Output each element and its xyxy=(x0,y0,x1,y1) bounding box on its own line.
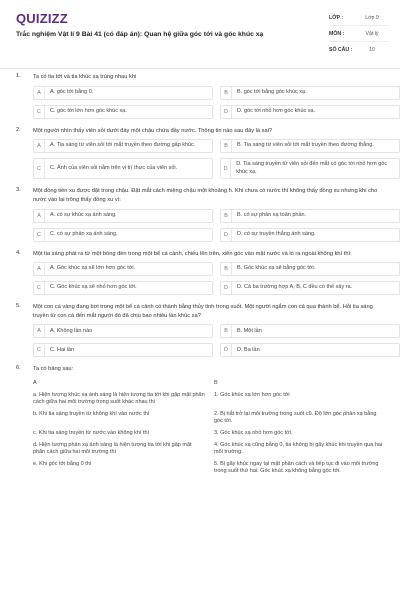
meta-question-count xyxy=(329,42,389,57)
meta-label: LỚP : xyxy=(329,14,344,21)
cell-a: b. Khi tia sáng truyền từ không khí vào nước thì xyxy=(33,410,150,417)
option-a[interactable] xyxy=(33,324,213,338)
option-letter: A xyxy=(34,263,45,275)
meta-label: SỐ CÂU : xyxy=(329,46,353,53)
meta-value: 10 xyxy=(369,46,375,53)
meta-value: Lớp 9 xyxy=(365,14,379,21)
question-4 xyxy=(0,250,400,296)
table-header-row xyxy=(33,380,386,388)
option-letter: B xyxy=(221,263,232,275)
option-letter: B xyxy=(221,210,232,222)
option-text: D. Tia sáng truyền từ viên sỏi đến mắt có góc tới nhỏ hơn góc khúc xạ. xyxy=(236,161,388,175)
option-letter: A xyxy=(34,210,45,222)
meta-class xyxy=(329,10,389,26)
question-text: Ta có tia tới và tia khúc xạ trùng nhau khi xyxy=(33,74,137,80)
option-text: B. Góc khúc xạ sẽ bằng góc tới. xyxy=(237,265,316,272)
option-text: C. góc tới lớn hơn góc khúc xạ. xyxy=(50,107,127,114)
option-c[interactable] xyxy=(33,281,213,295)
option-letter: A xyxy=(34,325,45,337)
option-text: A. góc tới bằng 0. xyxy=(50,88,94,95)
option-a[interactable] xyxy=(33,139,213,153)
option-d[interactable] xyxy=(220,158,400,179)
option-text: C. có sự phản xạ ánh sáng. xyxy=(50,230,118,237)
quizizz-logo[interactable]: QUIZIZZ xyxy=(16,11,68,26)
worksheet-header xyxy=(0,0,400,69)
option-letter: A xyxy=(34,140,45,152)
cell-b: 5. Bị gãy khúc ngay tại mặt phân cách và tiếp tục đi vào môi trường trong suốt thứ hai. Góc khúc xạ không bằng góc tới. xyxy=(214,460,379,475)
column-b-header: B xyxy=(214,379,218,386)
option-text: A. Góc khúc xạ sẽ lớn hơn góc tới. xyxy=(50,265,136,272)
cell-a: e. Khi góc tới bằng 0 thì xyxy=(33,460,92,467)
option-text: C. Ảnh của viên sỏi nằm trên vị trí thực của viên sỏi. xyxy=(50,164,178,171)
table-row xyxy=(33,430,386,438)
column-a-header: A xyxy=(33,379,37,386)
cell-a: c. Khi tia sáng truyền từ nước vào không khí thì xyxy=(33,429,150,436)
option-letter: A xyxy=(34,87,45,99)
cell-a: d. Hiện tượng phản xạ ánh sáng là hiện tượng tia tới khi gặp mặt phân cách giữa hai môi trường thì xyxy=(33,441,192,456)
option-b[interactable] xyxy=(220,324,400,338)
question-number: 2. xyxy=(16,126,21,133)
option-letter: C xyxy=(34,229,45,241)
option-b[interactable] xyxy=(220,262,400,276)
option-c[interactable] xyxy=(33,105,213,119)
worksheet-meta xyxy=(329,10,389,57)
option-letter: C xyxy=(34,344,45,356)
question-text: Một người nhìn thấy viên sỏi dưới đáy một chậu chứa đầy nước. Thông tin nào sau đây là sai? xyxy=(33,127,273,134)
option-b[interactable] xyxy=(220,86,400,100)
option-letter: C xyxy=(34,106,45,118)
option-c[interactable] xyxy=(33,343,213,357)
table-row xyxy=(33,461,386,476)
question-text: Một tia sáng phát ra từ một bóng đèn trong một bể cá cảnh, chiếu lên trên, xiên góc vào mặt nước và ló ra ngoài không khí thì: xyxy=(33,250,352,257)
option-c[interactable] xyxy=(33,228,213,242)
cell-b: 3. Góc khúc xạ nhỏ hơn góc tới. xyxy=(214,429,293,436)
option-c[interactable] xyxy=(33,158,213,179)
question-6 xyxy=(0,365,400,476)
cell-a: a. Hiện tượng khúc xạ ánh sáng là hiện tượng tia tới khi gặp mặt phân cách giữa hai môi trường trong suốt khác nhau thì xyxy=(33,391,205,406)
question-5 xyxy=(0,303,400,357)
option-b[interactable] xyxy=(220,209,400,223)
answer-options xyxy=(33,262,386,295)
option-b[interactable] xyxy=(220,139,400,153)
question-number: 4. xyxy=(16,249,21,256)
option-letter: D xyxy=(221,344,232,356)
option-letter: B xyxy=(221,140,232,152)
option-text: A. có sự khúc xạ ánh sáng. xyxy=(50,211,117,218)
option-a[interactable] xyxy=(33,209,213,223)
option-text: C. Hai lần xyxy=(50,346,75,353)
option-text: A. Tia sáng từ viên sỏi tới mắt truyền theo đường gấp khúc. xyxy=(50,142,196,149)
option-letter: C xyxy=(34,282,45,294)
question-1 xyxy=(0,73,400,119)
option-text: C. Góc khúc xạ sẽ nhỏ hơn góc tới. xyxy=(50,284,137,291)
option-a[interactable] xyxy=(33,86,213,100)
option-text: D. Ba lần xyxy=(237,346,260,353)
question-list xyxy=(0,73,400,484)
cell-b: 2. Bị hắt trở lại môi trường trong suốt cũ. Độ lớn góc phản xạ bằng góc tới. xyxy=(214,410,377,425)
cell-b: 1. Góc khúc xạ lớn hơn góc tới xyxy=(214,391,290,398)
option-text: D. có sự truyền thẳng ánh sáng. xyxy=(237,230,316,237)
page-title: Trắc nghiệm Vật lí 9 Bài 41 (có đáp án): Quan hệ giữa góc tới và góc khúc xạ xyxy=(16,31,264,38)
option-text: B. Một lần xyxy=(237,327,262,334)
option-letter: B xyxy=(221,87,232,99)
answer-options xyxy=(33,86,386,119)
answer-options xyxy=(33,139,386,179)
option-text: D. Cả ba trường hợp A, B, C đều có thể xảy ra. xyxy=(237,284,353,291)
option-letter: D xyxy=(221,229,232,241)
option-d[interactable] xyxy=(220,343,400,357)
option-d[interactable] xyxy=(220,228,400,242)
meta-subject xyxy=(329,26,389,42)
option-text: D. góc tới nhỏ hơn góc khúc xạ. xyxy=(237,107,316,114)
option-letter: D xyxy=(221,159,231,178)
table-row xyxy=(33,442,386,457)
option-text: B. Tia sáng từ viên sỏi tới mắt truyền theo đường thẳng. xyxy=(237,142,374,149)
table-row xyxy=(33,392,386,407)
table-row xyxy=(33,411,386,426)
option-a[interactable] xyxy=(33,262,213,276)
question-2 xyxy=(0,127,400,180)
meta-label: MÔN : xyxy=(329,30,345,37)
option-d[interactable] xyxy=(220,105,400,119)
option-d[interactable] xyxy=(220,281,400,295)
question-number: 5. xyxy=(16,303,21,310)
question-text: Một đồng tiền xu được đặt trong chậu. Đặt mắt cách miệng chậu một khoảng h. Khi chưa có nước thì không thấy đồng xu nhưng khi cho nước vào lại trông thấy đồng xu vì: xyxy=(33,188,378,203)
question-text: Ta có bảng sau: xyxy=(33,366,74,373)
matching-table xyxy=(33,380,386,476)
option-letter: B xyxy=(221,325,232,337)
question-text: Một con cá vàng đang bơi trong một bể cá cảnh có thành bằng thủy tinh trong suốt. Một người ngắm con cá qua thành bể. Hỏi tia sáng truyền từ con cá đến mắt người đó đã chịu bao nhiêu lần khúc xạ? xyxy=(33,304,373,319)
answer-options xyxy=(33,324,386,357)
option-text: A. Không lần nào xyxy=(50,327,93,334)
question-number: 6. xyxy=(16,365,21,372)
question-number: 1. xyxy=(16,73,21,79)
question-number: 3. xyxy=(16,187,21,194)
option-text: B. có sự phản xạ toàn phần. xyxy=(237,211,307,218)
answer-options xyxy=(33,209,386,242)
cell-b: 4. Góc khúc xạ cũng bằng 0, tia không bị gãy khúc khi truyền qua hai môi trường. xyxy=(214,441,383,456)
option-letter: D xyxy=(221,106,232,118)
option-text: B. góc tới bằng góc khúc xạ. xyxy=(237,88,307,95)
meta-value: Vật lý xyxy=(365,30,379,37)
option-letter: D xyxy=(221,282,232,294)
option-letter: C xyxy=(34,159,45,178)
question-3 xyxy=(0,187,400,241)
